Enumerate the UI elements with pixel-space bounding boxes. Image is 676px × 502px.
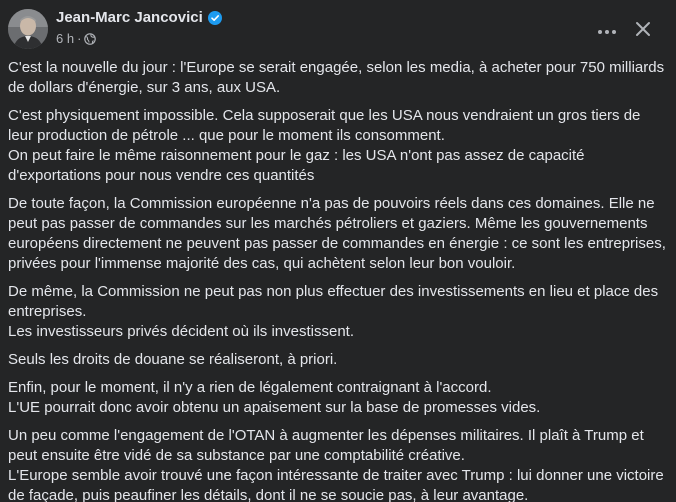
- close-icon: [635, 21, 651, 42]
- globe-icon: [84, 33, 96, 45]
- close-button[interactable]: [628, 16, 658, 46]
- author-row: [56, 9, 222, 26]
- more-dots-icon: [597, 22, 617, 40]
- paragraph-2: C'est physiquement impossible. Cela supposerait que les USA nous vendraient un gros tiers de leur production de pétrole ... que pour le moment ils consomment. On peut faire le même raisonnement pour le gaz : les USA n'ont pas assez de capacité d'exportations pour nous vendre ces quantités: [8, 107, 641, 184]
- paragraph-5: Seuls les droits de douane se réaliseront, à priori.: [8, 351, 338, 368]
- verified-badge-icon: [208, 11, 222, 25]
- author-name[interactable]: Jean-Marc Jancovici: [56, 9, 203, 26]
- avatar[interactable]: [8, 9, 48, 49]
- post-header: [0, 0, 676, 60]
- paragraph-3: De toute façon, la Commission européenne n'a pas de pouvoirs réels dans ces domaines. Elle ne peut pas passer de commandes sur les marchés pétroliers et gaziers. Même les gouvernements européens directement ne peuvent pas passer de commandes en énergie : ce sont les entreprises, privées pour l'immense majorité des cas, qui achètent selon leur bon vouloir.: [8, 195, 666, 272]
- paragraph-1: C'est la nouvelle du jour : l'Europe se serait engagée, selon les media, à acheter pour 750 milliards de dollars d'énergie, sur 3 ans, aux USA.: [8, 59, 665, 96]
- paragraph-6: Enfin, pour le moment, il n'y a rien de légalement contraignant à l'accord. L'UE pourrait donc avoir obtenu un apaisement sur la base de promesses vides.: [8, 379, 541, 416]
- paragraph-4: De même, la Commission ne peut pas non plus effectuer des investissements en lieu et place des entreprises. Les investisseurs privés décident où ils investissent.: [8, 283, 659, 340]
- meta-separator: ·: [77, 31, 82, 46]
- post-meta: [56, 31, 96, 46]
- post-timestamp[interactable]: 6 h: [56, 31, 75, 46]
- post-text: [8, 58, 668, 502]
- profile-photo: [8, 9, 48, 49]
- more-options-button[interactable]: [592, 16, 622, 46]
- paragraph-7: Un peu comme l'engagement de l'OTAN à augmenter les dépenses militaires. Il plaît à Trump et peut ensuite être vidé de sa substance par une comptabilité créative. L'Europe semble avoir trouvé une façon intéressante de traiter avec Trump : lui donner une victoire de façade, puis peaufiner les détails, dont il ne se soucie pas, à leur avantage.: [8, 427, 664, 502]
